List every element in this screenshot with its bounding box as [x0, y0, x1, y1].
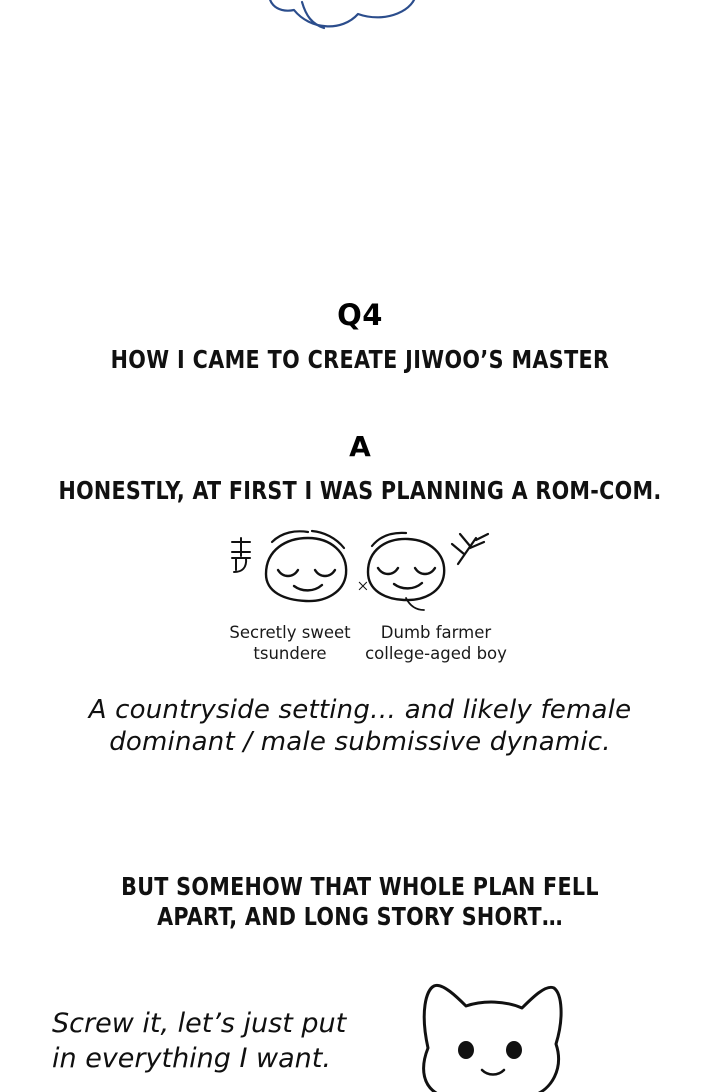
narration-text	[29, 872, 691, 932]
bottom-line2: in everything I want.	[52, 1043, 331, 1074]
narration-line2: APART, AND LONG STORY SHORT…	[157, 902, 563, 931]
narration-line1: BUT SOMEHOW THAT WHOLE PLAN FELL	[121, 872, 599, 901]
speech-blob-doodle	[250, 0, 470, 54]
character-doodle-row	[0, 528, 720, 673]
cat-face-doodle	[376, 972, 576, 1092]
left-caption-line2: tsundere	[253, 644, 327, 663]
bottom-line1: Screw it, let’s just put	[52, 1008, 347, 1039]
right-caption-line2: college-aged boy	[365, 644, 507, 663]
pairing-symbol: ×	[357, 574, 369, 598]
answer-label: A	[349, 430, 371, 463]
left-caption-line1: Secretly sweet	[229, 623, 351, 642]
question-label: Q4	[337, 298, 383, 332]
handwritten-note	[0, 694, 720, 758]
right-character-caption	[360, 622, 512, 664]
question-text: HOW I CAME TO CREATE JIWOO’S MASTER	[110, 345, 610, 374]
handwritten-note-line1: A countryside setting… and likely female	[88, 695, 632, 725]
answer-text: HONESTLY, AT FIRST I WAS PLANNING A ROM-COM.	[58, 476, 662, 505]
right-caption-line1: Dumb farmer	[380, 623, 492, 642]
handwritten-note-line2: dominant / male submissive dynamic.	[109, 727, 611, 757]
wheat-sprig-doodle	[452, 534, 488, 564]
bottom-handwritten-text	[52, 1006, 382, 1076]
left-character-caption	[214, 622, 366, 664]
